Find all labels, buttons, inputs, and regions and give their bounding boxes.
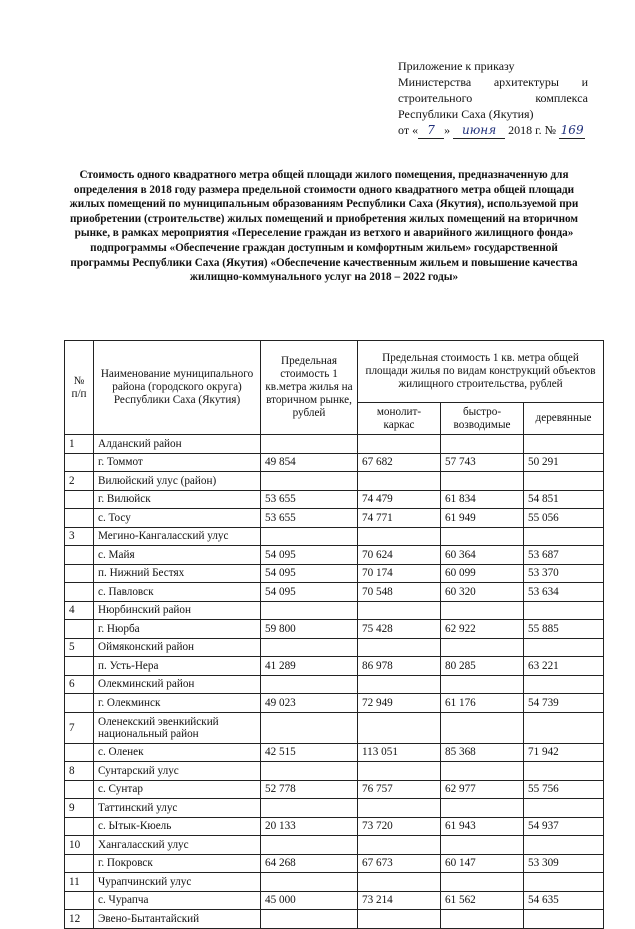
header-num: № п/п — [65, 341, 94, 435]
row-wood-cost: 71 942 — [524, 743, 604, 762]
row-num — [65, 564, 94, 583]
table-row — [65, 780, 604, 799]
row-secondary-cost — [261, 435, 358, 454]
row-monolith-cost: 74 479 — [358, 490, 441, 509]
table-row — [65, 799, 604, 818]
table-row — [65, 453, 604, 472]
approval-date-line — [398, 122, 588, 139]
row-name: г. Томмот — [94, 453, 261, 472]
row-fast-cost — [441, 836, 524, 855]
row-num — [65, 780, 94, 799]
row-num: 9 — [65, 799, 94, 818]
cost-table — [64, 340, 604, 929]
row-num: 3 — [65, 527, 94, 546]
row-monolith-cost — [358, 601, 441, 620]
approval-line-1: Приложение к приказу — [398, 59, 515, 73]
row-secondary-cost — [261, 527, 358, 546]
row-monolith-cost — [358, 638, 441, 657]
header-wood: деревянные — [524, 403, 604, 435]
row-secondary-cost: 54 095 — [261, 564, 358, 583]
date-year: 2018 г. № — [508, 123, 557, 137]
row-num — [65, 743, 94, 762]
row-fast-cost — [441, 712, 524, 743]
row-fast-cost: 61 834 — [441, 490, 524, 509]
row-monolith-cost: 70 174 — [358, 564, 441, 583]
date-prefix: от « — [398, 123, 419, 137]
row-name: Олекминский район — [94, 675, 261, 694]
table-row — [65, 620, 604, 639]
row-monolith-cost: 75 428 — [358, 620, 441, 639]
row-secondary-cost — [261, 675, 358, 694]
row-monolith-cost — [358, 527, 441, 546]
row-name: Оймяконский район — [94, 638, 261, 657]
row-name: с. Сунтар — [94, 780, 261, 799]
row-secondary-cost — [261, 472, 358, 491]
table-row — [65, 490, 604, 509]
row-secondary-cost: 59 800 — [261, 620, 358, 639]
row-fast-cost: 60 147 — [441, 854, 524, 873]
table-row — [65, 910, 604, 929]
row-secondary-cost — [261, 910, 358, 929]
row-wood-cost — [524, 601, 604, 620]
row-wood-cost: 53 309 — [524, 854, 604, 873]
row-secondary-cost — [261, 638, 358, 657]
document-title: Стоимость одного квадратного метра общей площади жилого помещения, предназначенную для определения в 2018 году размера предельной стоимости одного квадратного метра общей площади жилых помещений по муниципальным образованиям Республики Саха (Якутия), используемой при приобретении (строительстве) жилых помещений и приобретения жилых помещений на вторичном рынке, в рамках мероприятия «Переселение граждан из ветхого и аварийного жилищного фонда» подпрограммы «Обеспечение граждан доступным и комфортным жильем» государственной программы Республики Саха (Якутия) «Обеспечение качественным жильем и повышение качества жилищно-коммунального услуг на 2018 – 2022 годы» — [69, 169, 579, 284]
row-num: 6 — [65, 675, 94, 694]
row-secondary-cost: 64 268 — [261, 854, 358, 873]
approval-line-3: строительного комплекса — [398, 91, 588, 105]
row-secondary-cost — [261, 873, 358, 892]
table-row — [65, 583, 604, 602]
row-name: Таттинский улус — [94, 799, 261, 818]
row-secondary-cost: 53 655 — [261, 490, 358, 509]
header-construction: Предельная стоимость 1 кв. метра общей площади жилья по видам конструкций объектов жилищного строительства, рублей — [358, 341, 604, 403]
row-secondary-cost: 45 000 — [261, 891, 358, 910]
row-monolith-cost — [358, 762, 441, 781]
row-wood-cost — [524, 712, 604, 743]
table-row — [65, 675, 604, 694]
table-row — [65, 743, 604, 762]
row-secondary-cost — [261, 601, 358, 620]
row-name: Мегино-Кангаласский улус — [94, 527, 261, 546]
row-monolith-cost: 70 548 — [358, 583, 441, 602]
row-num — [65, 490, 94, 509]
row-fast-cost: 61 943 — [441, 817, 524, 836]
header-secondary: Предельная стоимость 1 кв.метра жилья на вторичном рынке, рублей — [261, 341, 358, 435]
row-fast-cost: 85 368 — [441, 743, 524, 762]
row-monolith-cost: 86 978 — [358, 657, 441, 676]
row-name: Эвено-Бытантайский — [94, 910, 261, 929]
row-name: Вилюйский улус (район) — [94, 472, 261, 491]
row-name: г. Покровск — [94, 854, 261, 873]
row-secondary-cost: 41 289 — [261, 657, 358, 676]
row-fast-cost — [441, 910, 524, 929]
date-month: июня — [453, 122, 505, 139]
row-name: с. Тосу — [94, 509, 261, 528]
row-fast-cost — [441, 601, 524, 620]
row-monolith-cost — [358, 873, 441, 892]
table-row — [65, 601, 604, 620]
row-wood-cost — [524, 762, 604, 781]
row-fast-cost: 57 743 — [441, 453, 524, 472]
row-wood-cost — [524, 638, 604, 657]
row-secondary-cost: 42 515 — [261, 743, 358, 762]
row-name: г. Нюрба — [94, 620, 261, 639]
row-wood-cost: 53 370 — [524, 564, 604, 583]
table-body — [65, 435, 604, 929]
row-wood-cost — [524, 910, 604, 929]
row-secondary-cost: 54 095 — [261, 546, 358, 565]
approval-block — [398, 58, 588, 139]
row-num — [65, 509, 94, 528]
row-secondary-cost — [261, 762, 358, 781]
row-name: Нюрбинский район — [94, 601, 261, 620]
row-wood-cost: 55 756 — [524, 780, 604, 799]
row-wood-cost: 54 851 — [524, 490, 604, 509]
row-monolith-cost — [358, 675, 441, 694]
row-monolith-cost — [358, 712, 441, 743]
row-secondary-cost: 52 778 — [261, 780, 358, 799]
row-num — [65, 620, 94, 639]
table-row — [65, 836, 604, 855]
approval-line-2: Министерства архитектуры и — [398, 75, 588, 89]
row-name: с. Ытык-Кюель — [94, 817, 261, 836]
row-monolith-cost: 70 624 — [358, 546, 441, 565]
row-name: п. Усть-Нера — [94, 657, 261, 676]
row-wood-cost: 63 221 — [524, 657, 604, 676]
approval-line-4: Республики Саха (Якутия) — [398, 107, 534, 121]
date-mid: » — [444, 123, 451, 137]
row-secondary-cost: 54 095 — [261, 583, 358, 602]
row-num: 8 — [65, 762, 94, 781]
row-wood-cost — [524, 472, 604, 491]
row-wood-cost: 55 056 — [524, 509, 604, 528]
row-num — [65, 817, 94, 836]
row-fast-cost — [441, 799, 524, 818]
row-fast-cost — [441, 638, 524, 657]
row-name: Хангаласский улус — [94, 836, 261, 855]
row-monolith-cost — [358, 836, 441, 855]
row-wood-cost — [524, 675, 604, 694]
row-monolith-cost: 72 949 — [358, 694, 441, 713]
row-fast-cost: 60 320 — [441, 583, 524, 602]
row-wood-cost: 54 739 — [524, 694, 604, 713]
row-fast-cost: 61 949 — [441, 509, 524, 528]
table-row — [65, 509, 604, 528]
row-monolith-cost: 74 771 — [358, 509, 441, 528]
row-wood-cost: 50 291 — [524, 453, 604, 472]
row-fast-cost: 60 099 — [441, 564, 524, 583]
row-monolith-cost: 73 214 — [358, 891, 441, 910]
row-fast-cost — [441, 435, 524, 454]
row-wood-cost — [524, 836, 604, 855]
row-num — [65, 546, 94, 565]
row-fast-cost: 80 285 — [441, 657, 524, 676]
row-num — [65, 583, 94, 602]
row-name: Алданский район — [94, 435, 261, 454]
table-row — [65, 435, 604, 454]
table-row — [65, 657, 604, 676]
row-monolith-cost: 73 720 — [358, 817, 441, 836]
table-row — [65, 854, 604, 873]
row-num — [65, 453, 94, 472]
header-fast: быстро-возводимые — [441, 403, 524, 435]
row-name: с. Майя — [94, 546, 261, 565]
table-row — [65, 564, 604, 583]
row-wood-cost — [524, 527, 604, 546]
table-row — [65, 891, 604, 910]
row-name: с. Павловск — [94, 583, 261, 602]
row-monolith-cost: 67 682 — [358, 453, 441, 472]
header-name: Наименование муниципального района (городского округа) Республики Саха (Якутия) — [94, 341, 261, 435]
row-num — [65, 854, 94, 873]
row-fast-cost — [441, 527, 524, 546]
row-num — [65, 891, 94, 910]
row-num: 11 — [65, 873, 94, 892]
row-monolith-cost — [358, 799, 441, 818]
date-number: 169 — [560, 123, 584, 137]
row-secondary-cost: 53 655 — [261, 509, 358, 528]
row-fast-cost: 61 562 — [441, 891, 524, 910]
row-monolith-cost — [358, 910, 441, 929]
row-name: Сунтарский улус — [94, 762, 261, 781]
row-num — [65, 694, 94, 713]
row-num — [65, 657, 94, 676]
row-secondary-cost: 49 854 — [261, 453, 358, 472]
row-wood-cost — [524, 435, 604, 454]
table-row — [65, 873, 604, 892]
row-fast-cost — [441, 873, 524, 892]
row-name: с. Чурапча — [94, 891, 261, 910]
row-name: г. Вилюйск — [94, 490, 261, 509]
row-num: 1 — [65, 435, 94, 454]
table-row — [65, 527, 604, 546]
table-row — [65, 694, 604, 713]
row-num: 7 — [65, 712, 94, 743]
table-row — [65, 472, 604, 491]
row-secondary-cost — [261, 836, 358, 855]
date-day: 7 — [418, 122, 444, 139]
header-monolith: монолит-каркас — [358, 403, 441, 435]
row-fast-cost — [441, 762, 524, 781]
table-row — [65, 638, 604, 657]
row-name: с. Оленек — [94, 743, 261, 762]
row-wood-cost — [524, 799, 604, 818]
row-monolith-cost: 67 673 — [358, 854, 441, 873]
row-fast-cost — [441, 472, 524, 491]
table-row — [65, 817, 604, 836]
row-num: 10 — [65, 836, 94, 855]
row-monolith-cost: 76 757 — [358, 780, 441, 799]
row-num: 4 — [65, 601, 94, 620]
row-num: 12 — [65, 910, 94, 929]
row-fast-cost — [441, 675, 524, 694]
row-num: 5 — [65, 638, 94, 657]
row-fast-cost: 62 977 — [441, 780, 524, 799]
row-fast-cost: 60 364 — [441, 546, 524, 565]
row-wood-cost: 53 687 — [524, 546, 604, 565]
row-name: п. Нижний Бестях — [94, 564, 261, 583]
row-secondary-cost: 20 133 — [261, 817, 358, 836]
row-fast-cost: 62 922 — [441, 620, 524, 639]
row-monolith-cost — [358, 435, 441, 454]
row-name: г. Олекминск — [94, 694, 261, 713]
table-row — [65, 762, 604, 781]
row-num: 2 — [65, 472, 94, 491]
row-secondary-cost — [261, 799, 358, 818]
table-row — [65, 712, 604, 743]
row-wood-cost: 55 885 — [524, 620, 604, 639]
row-wood-cost — [524, 873, 604, 892]
row-wood-cost: 54 937 — [524, 817, 604, 836]
row-monolith-cost: 113 051 — [358, 743, 441, 762]
row-wood-cost: 54 635 — [524, 891, 604, 910]
row-name: Оленекский эвенкийский национальный район — [94, 712, 261, 743]
row-name: Чурапчинский улус — [94, 873, 261, 892]
row-secondary-cost: 49 023 — [261, 694, 358, 713]
table-row — [65, 546, 604, 565]
row-monolith-cost — [358, 472, 441, 491]
row-wood-cost: 53 634 — [524, 583, 604, 602]
row-fast-cost: 61 176 — [441, 694, 524, 713]
row-secondary-cost — [261, 712, 358, 743]
